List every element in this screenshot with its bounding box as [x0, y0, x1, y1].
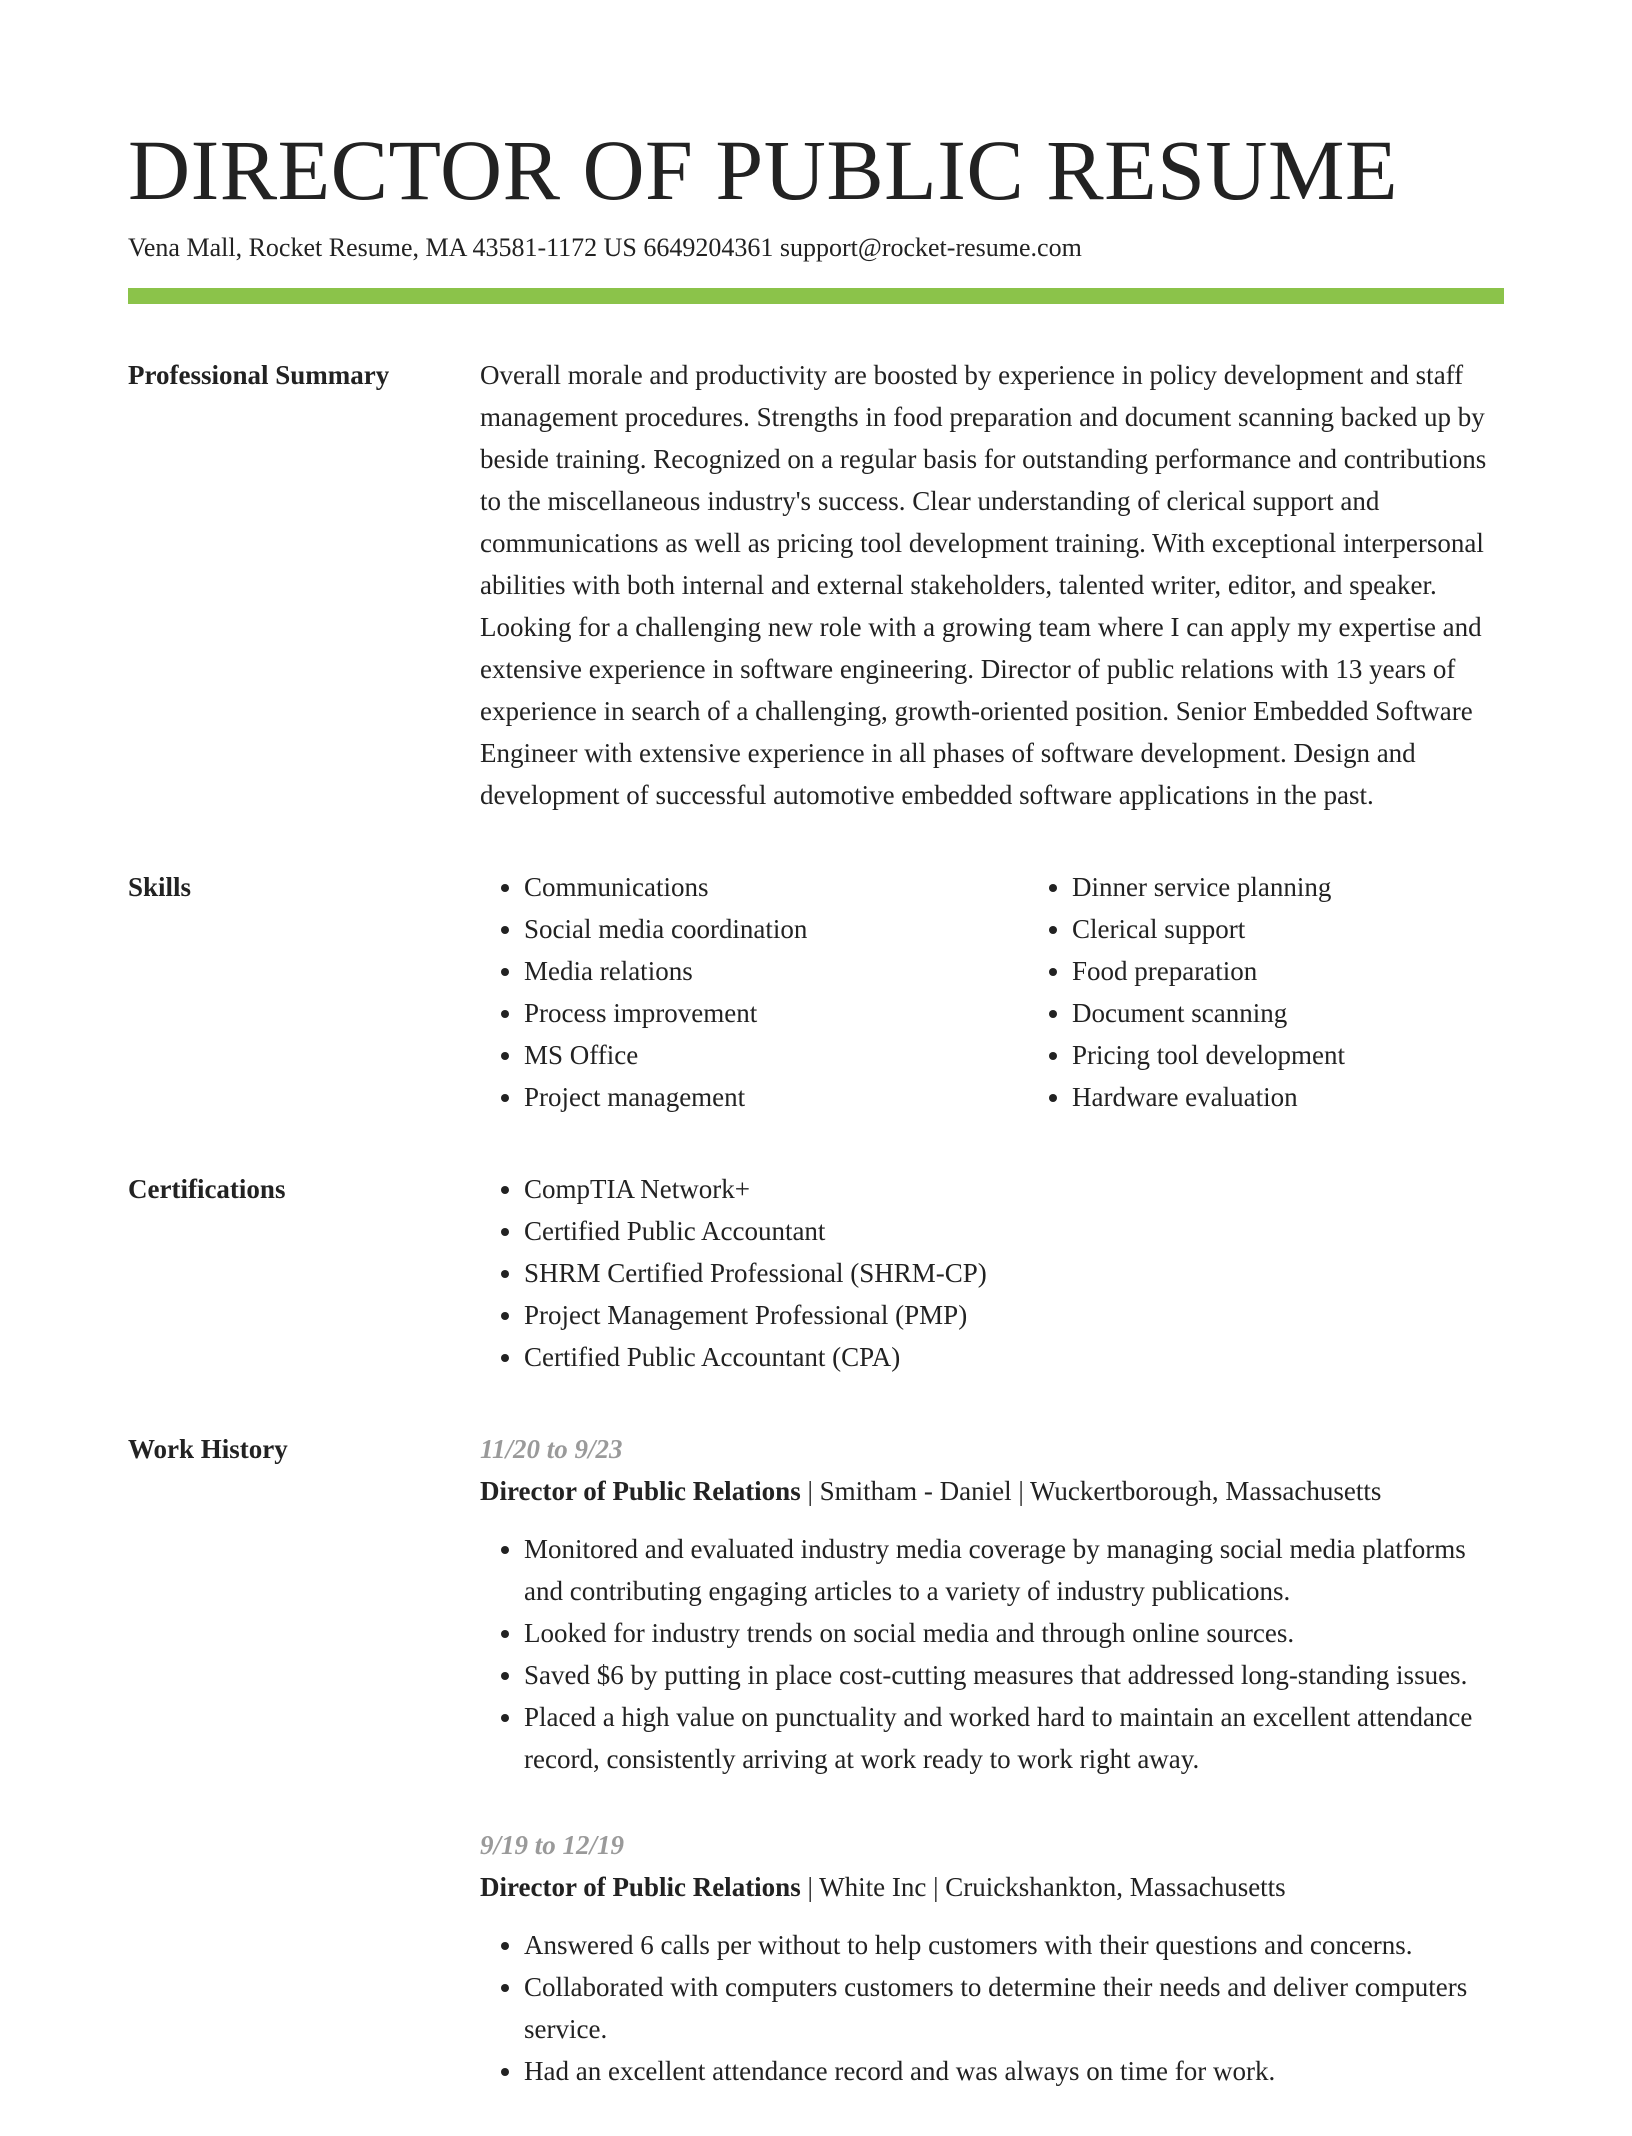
certifications-list [480, 1168, 1504, 1378]
skill-item: • Document scanning [1072, 992, 1576, 1034]
resume-page [128, 120, 1504, 2136]
job-bullet: • Monitored and evaluated industry media coverage by managing social media platforms and contributing engaging articles to a variety of industry publications. [524, 1528, 1504, 1612]
certification-item: • CompTIA Network+ [524, 1168, 1504, 1210]
skill-item: • Hardware evaluation [1072, 1076, 1576, 1118]
work-history-section [128, 1428, 1504, 2136]
certification-item: • Certified Public Accountant (CPA) [524, 1336, 1504, 1378]
contact-info: Vena Mall, Rocket Resume, MA 43581-1172 US 6649204361 support@rocket-resume.com [128, 233, 1082, 262]
skill-item: • MS Office [524, 1034, 1028, 1076]
resume-title: DIRECTOR OF PUBLIC RESUME [128, 122, 1399, 218]
job-entry [480, 1824, 1504, 2092]
job-dates: 11/20 to 9/23 [480, 1434, 623, 1464]
skill-item: • Project management [524, 1076, 1028, 1118]
job-bullet: • Collaborated with computers customers to determine their needs and deliver computers service. [524, 1966, 1504, 2050]
job-dates: 9/19 to 12/19 [480, 1830, 625, 1860]
summary-text: Overall morale and productivity are boosted by experience in policy development and staff management procedures. Strengths in food preparation and document scanning backed up by beside training. Recognized on a regular basis for outstanding performance and contributions to the miscellaneous industry's success. Clear understanding of clerical support and communications as well as pricing tool development training. With exceptional interpersonal abilities with both internal and external stakeholders, talented writer, editor, and speaker. Looking for a challenging new role with a growing team where I can apply my expertise and extensive experience in software engineering. Director of public relations with 13 years of experience in search of a challenging, growth-oriented position. Senior Embedded Software Engineer with extensive experience in all phases of software development. Design and development of successful automotive embedded software applications in the past. [480, 360, 1487, 810]
section-label-summary: Professional Summary [128, 360, 390, 390]
job-bullet: • Saved $6 by putting in place cost-cutting measures that addressed long-standing issues. [524, 1654, 1504, 1696]
job-bullets [480, 1924, 1504, 2092]
certification-item: • Project Management Professional (PMP) [524, 1294, 1504, 1336]
certification-item: • SHRM Certified Professional (SHRM-CP) [524, 1252, 1504, 1294]
job-title: Director of Public Relations [480, 1872, 801, 1902]
certification-item: • Certified Public Accountant [524, 1210, 1504, 1252]
job-heading [480, 1866, 1504, 1908]
summary-section [128, 354, 1504, 816]
skill-item: • Communications [524, 866, 1028, 908]
job-bullet: • Answered 6 calls per without to help customers with their questions and concerns. [524, 1924, 1504, 1966]
accent-divider [128, 288, 1504, 304]
section-label-work-history: Work History [128, 1434, 288, 1464]
section-label-skills: Skills [128, 872, 192, 902]
skill-item: • Food preparation [1072, 950, 1576, 992]
job-bullet: • Placed a high value on punctuality and worked hard to maintain an excellent attendance record, consistently arriving at work ready to work right away. [524, 1696, 1504, 1780]
job-bullet: • Had an excellent attendance record and was always on time for work. [524, 2050, 1504, 2092]
skill-item: • Dinner service planning [1072, 866, 1576, 908]
job-details: | Smitham - Daniel | Wuckertborough, Massachusetts [800, 1476, 1382, 1506]
skill-item: • Clerical support [1072, 908, 1576, 950]
skills-list-right [1028, 866, 1576, 1118]
skills-section [128, 866, 1504, 1118]
skills-list-left [480, 866, 1028, 1118]
job-heading [480, 1470, 1504, 1512]
job-bullet: • Looked for industry trends on social media and through online sources. [524, 1612, 1504, 1654]
job-entry [480, 1428, 1504, 1780]
job-title: Director of Public Relations [480, 1476, 801, 1506]
job-details: | White Inc | Cruickshankton, Massachusetts [800, 1872, 1286, 1902]
skill-item: • Social media coordination [524, 908, 1028, 950]
skill-item: • Media relations [524, 950, 1028, 992]
skill-item: • Pricing tool development [1072, 1034, 1576, 1076]
section-label-certifications: Certifications [128, 1174, 286, 1204]
skill-item: • Process improvement [524, 992, 1028, 1034]
certifications-section [128, 1168, 1504, 1378]
job-bullets [480, 1528, 1504, 1780]
